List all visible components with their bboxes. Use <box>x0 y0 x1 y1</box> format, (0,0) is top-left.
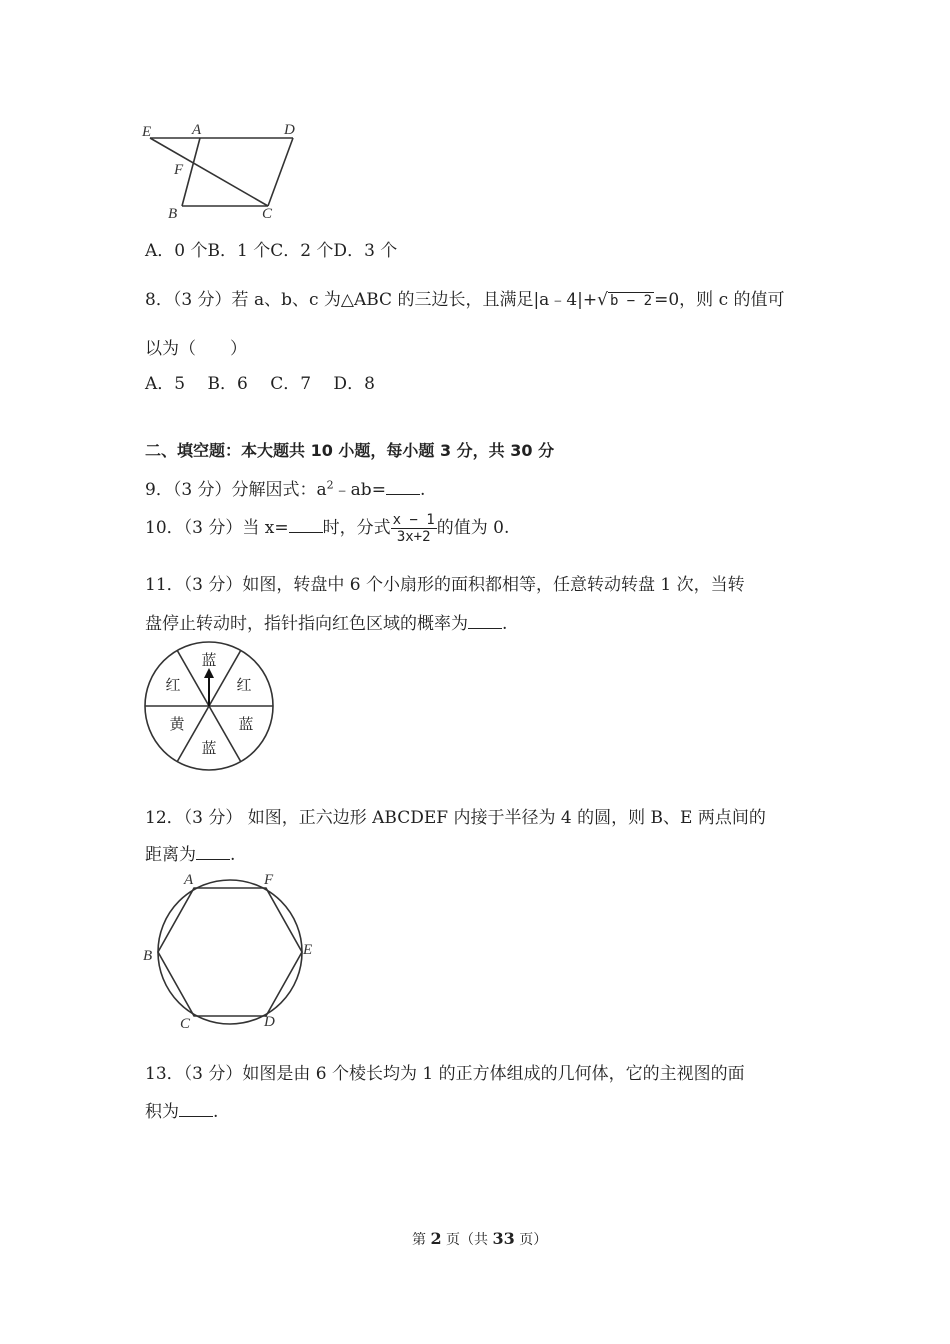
q8-text-after: =0，则 c 的值可 <box>654 290 785 310</box>
q10-text-before: 10．（3 分）当 x= <box>145 518 289 538</box>
sector-bottom: 蓝 <box>201 741 217 757</box>
q7-parallelogram-figure <box>138 118 308 226</box>
vertex-d: D <box>264 1014 275 1030</box>
q8-sqrt-content: b − 2 <box>609 293 653 309</box>
q8-sqrt-symbol: √ <box>597 290 608 310</box>
pointer-arrow-icon <box>204 668 214 678</box>
q11-answer-blank <box>468 614 502 629</box>
q11-line2 <box>145 609 507 634</box>
sector-upper-right: 红 <box>236 678 252 694</box>
q11-line2-end: . <box>502 614 508 634</box>
q13-line2-end: . <box>213 1102 219 1122</box>
q7-options: A．0 个B．1 个C．2 个D．3 个 <box>145 241 398 261</box>
vertex-a: A <box>184 872 194 888</box>
q13-answer-blank <box>179 1102 213 1117</box>
q10-text-after: 的值为 0. <box>436 518 510 538</box>
q10-denominator: 3x+2 <box>396 529 431 545</box>
label-d: D <box>284 122 295 138</box>
q8-options: A．5 B．6 C．7 D．8 <box>145 374 375 394</box>
vertex-e: E <box>303 942 313 958</box>
label-a: A <box>192 122 202 138</box>
q10-answer-blank <box>289 518 323 533</box>
footer-post: 页） <box>514 1232 548 1248</box>
label-f: F <box>174 162 184 178</box>
vertex-c: C <box>180 1016 191 1032</box>
sector-lower-right: 蓝 <box>238 717 254 733</box>
q9-answer-blank <box>386 480 420 495</box>
q9 <box>145 475 425 500</box>
q10-numerator: x − 1 <box>392 512 435 528</box>
q9-text: 9．（3 分）分解因式：a <box>145 480 327 500</box>
footer-pre: 第 <box>412 1232 431 1248</box>
q12-line2-end: . <box>230 845 236 865</box>
sector-lower-left: 黄 <box>169 717 185 733</box>
sector-top: 蓝 <box>201 653 217 669</box>
sector-upper-left: 红 <box>165 678 181 694</box>
q8-line2: 以为（ ） <box>145 339 247 359</box>
q13-line1: 13．（3 分）如图是由 6 个棱长均为 1 的正方体组成的几何体，它的主视图的面 <box>145 1064 745 1084</box>
q10-fraction <box>391 512 437 545</box>
footer-page-number: 2 <box>430 1229 442 1248</box>
label-c: C <box>262 206 273 222</box>
q12-line2-text: 距离为 <box>145 845 196 865</box>
q12-line2 <box>145 840 235 865</box>
q13-line2 <box>145 1097 218 1122</box>
q10 <box>145 512 509 545</box>
footer-total-pages: 33 <box>492 1229 515 1248</box>
section-heading: 二、填空题：本大题共 10 小题，每小题 3 分，共 30 分 <box>145 441 555 460</box>
q12-answer-blank <box>196 845 230 860</box>
q8-text-before: 8．（3 分）若 a、b、c 为△ABC 的三边长，且满足|a﹣4|+ <box>145 290 598 310</box>
page-footer <box>412 1229 547 1249</box>
q9-expr: ﹣ab= <box>333 480 386 500</box>
q9-superscript: 2 <box>326 478 334 492</box>
vertex-b: B <box>143 948 153 964</box>
q11-line2-text: 盘停止转动时，指针指向红色区域的概率为 <box>145 614 468 634</box>
q13-line2-text: 积为 <box>145 1102 179 1122</box>
q12-line1: 12．（3 分） 如图，正六边形 ABCDEF 内接于半径为 4 的圆，则 B、E 两点间的 <box>145 808 766 828</box>
vertex-f: F <box>264 872 274 888</box>
q11-line1: 11．（3 分）如图，转盘中 6 个小扇形的面积都相等，任意转动转盘 1 次，当转 <box>145 575 745 595</box>
q12-hexagon-figure <box>140 870 320 1032</box>
footer-mid: 页（共 <box>441 1232 493 1248</box>
q11-spinner-figure <box>140 640 280 775</box>
label-e: E <box>142 124 152 140</box>
label-b: B <box>168 206 178 222</box>
q9-end: . <box>419 480 426 500</box>
q8-line1 <box>145 285 785 310</box>
q10-text-middle: 时，分式 <box>322 518 391 538</box>
